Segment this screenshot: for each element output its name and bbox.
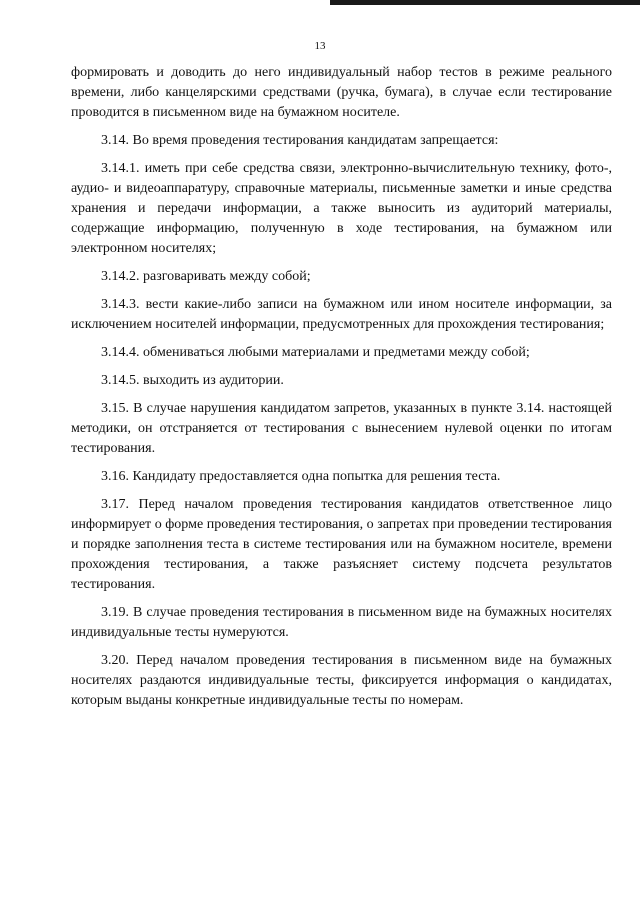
paragraph-3-14: 3.14. Во время проведения тестирования кандидатам запрещается: <box>101 133 499 148</box>
paragraph-3-14-3: 3.14.3. вести какие-либо записи на бумажном или ином носителе информации, за исключением носителей информации, предусмотренных для прохождения тестирования; <box>71 297 612 332</box>
paragraph-3-14-1: 3.14.1. иметь при себе средства связи, электронно-вычислительную технику, фото-, аудио- и видеоаппаратуру, справочные материалы, письменные заметки и иные средства хранения и передачи информации, а также выносить из аудиторий материалы, содержащие информацию, полученную в ходе тестирования, на бумажном или электронном носителях; <box>71 161 612 256</box>
paragraph-3-19: 3.19. В случае проведения тестирования в письменном виде на бумажных носителях индивидуальные тесты нумеруются. <box>71 605 612 640</box>
paragraph-continuation: формировать и доводить до него индивидуальный набор тестов в режиме реального времени, либо канцелярскими средствами (ручка, бумага), в случае если тестирование проводится в письменном виде на бумажном носителе. <box>71 65 612 120</box>
document-body <box>71 63 612 719</box>
paragraph-3-14-2: 3.14.2. разговаривать между собой; <box>101 269 311 284</box>
paragraph-3-17: 3.17. Перед началом проведения тестирования кандидатов ответственное лицо информирует о форме проведения тестирования, о запретах при проведении тестирования и порядке заполнения теста в системе тестирования или на бумажном носителе, времени прохождения тестирования, а также разъясняет систему подсчета результатов тестирования. <box>71 497 612 592</box>
paragraph-3-20: 3.20. Перед началом проведения тестирования в письменном виде на бумажных носителях раздаются индивидуальные тесты, фиксируется информация о кандидатах, которым выданы конкретные индивидуальные тесты по номерам. <box>71 653 612 708</box>
paragraph-3-15: 3.15. В случае нарушения кандидатом запретов, указанных в пункте 3.14. настоящей методики, он отстраняется от тестирования с вынесением нулевой оценки по итогам тестирования. <box>71 401 612 456</box>
paragraph-3-16: 3.16. Кандидату предоставляется одна попытка для решения теста. <box>101 469 501 484</box>
scan-top-border <box>330 0 640 5</box>
paragraph-3-14-5: 3.14.5. выходить из аудитории. <box>101 373 284 388</box>
page-number: 13 <box>314 40 326 52</box>
paragraph-3-14-4: 3.14.4. обмениваться любыми материалами и предметами между собой; <box>101 345 530 360</box>
